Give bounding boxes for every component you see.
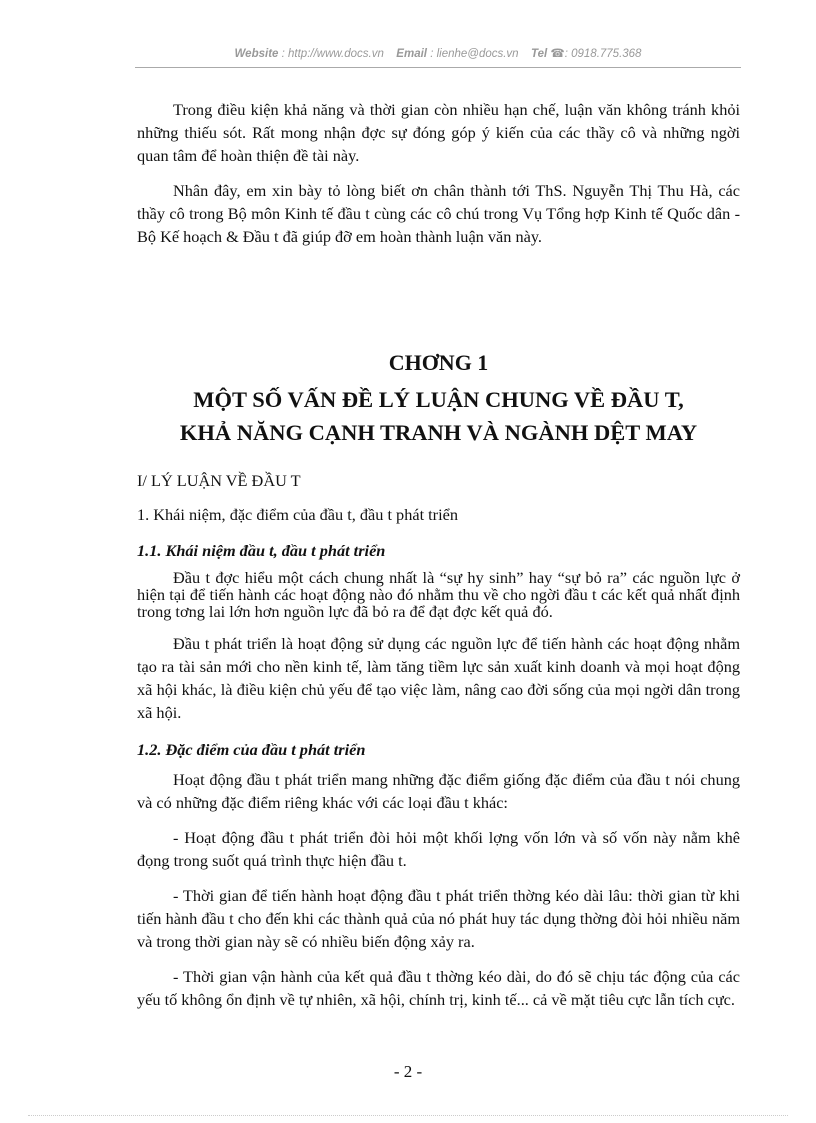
- document-body: [137, 98, 740, 1023]
- bottom-divider: [28, 1115, 788, 1116]
- tel-value: ☎: 0918.775.368: [550, 48, 642, 60]
- paragraph-definition-development-investment: Đầu t phát triển là hoạt động sử dụng các nguồn lực để tiến hành các hoạt động nhằm tạo ra tài sản mới cho nền kinh tế, làm tăng tiềm lực sản xuất kinh doanh và mọi hoạt động xã hội khác, là điều kiện chủ yếu để tạo việc làm, nâng cao đời sống của mọi ngời dân trong xã hội.: [137, 634, 740, 722]
- chapter-label: CHƠNG 1: [388, 350, 489, 375]
- tel-label: Tel: [530, 48, 548, 60]
- page-number: - 2 -: [393, 1062, 423, 1081]
- section-heading-1-1: 1. Khái niệm, đặc điểm của đầu t, đầu t phát triển: [137, 505, 458, 524]
- chapter-title-line-2: KHẢ NĂNG CẠNH TRANH VÀ NGÀNH DỆT MAY: [179, 420, 698, 445]
- email-label: Email: [396, 48, 427, 60]
- chapter-title-line-1: MỘT SỐ VẤN ĐỀ LÝ LUẬN CHUNG VỀ ĐẦU T,: [193, 387, 684, 412]
- page-header: [135, 46, 741, 68]
- paragraph-limitations: Trong điều kiện khả năng và thời gian còn nhiều hạn chế, luận văn không tránh khỏi những thiếu sót. Rất mong nhận đợc sự đóng góp ý kiến của các thầy cô và những ngời quan tâm để hoàn thiện đề tài này.: [137, 100, 740, 165]
- section-heading-1: I/ LÝ LUẬN VỀ ĐẦU T: [137, 471, 301, 490]
- section-heading-1-1-1: 1.1. Khái niệm đầu t, đầu t phát triển: [137, 541, 386, 560]
- paragraph-characteristic-duration: - Thời gian để tiến hành hoạt động đầu t phát triển thờng kéo dài lâu: thời gian từ khi tiến hành đầu t cho đến khi các thành quả của nó phát huy tác dụng thờng đòi hỏi nhiều năm và trong thời gian này sẽ có nhiều biến động xảy ra.: [137, 886, 740, 951]
- paragraph-characteristic-operation: - Thời gian vận hành của kết quả đầu t thờng kéo dài, do đó sẽ chịu tác động của các yếu tố không ổn định về tự nhiên, xã hội, chính trị, kinh tế... cả về mặt tiêu cực lẫn tích cực.: [137, 967, 740, 1009]
- paragraph-acknowledgement: Nhân đây, em xin bày tỏ lòng biết ơn chân thành tới ThS. Nguyễn Thị Thu Hà, các thầy cô trong Bộ môn Kinh tế đầu t cùng các cô chú trong Vụ Tổng hợp Kinh tế Quốc dân - Bộ Kế hoạch & Đầu t đã giúp đỡ em hoàn thành luận văn này.: [137, 181, 740, 246]
- website-value: : http://www.docs.vn: [281, 48, 384, 60]
- section-heading-1-1-2: 1.2. Đặc điểm của đầu t phát triển: [137, 740, 366, 759]
- email-value: : lienhe@docs.vn: [430, 48, 519, 60]
- paragraph-characteristics-intro: Hoạt động đầu t phát triển mang những đặc điểm giống đặc điểm của đầu t nói chung và có những đặc điểm riêng khác với các loại đầu t khác:: [137, 770, 740, 812]
- paragraph-definition-investment: Đầu t đợc hiểu một cách chung nhất là “sự hy sinh” hay “sự bỏ ra” các nguồn lực ở hiện tại để tiến hành các hoạt động nào đó nhằm thu về cho ngời đầu t các kết quả nhất định trong tơng lai lớn hơn nguồn lực đã bỏ ra để đạt đợc kết quả đó.: [137, 568, 740, 621]
- header-divider: [135, 67, 741, 68]
- paragraph-characteristic-capital: - Hoạt động đầu t phát triển đòi hỏi một khối lợng vốn lớn và số vốn này nằm khê đọng trong suốt quá trình thực hiện đầu t.: [137, 828, 740, 870]
- website-label: Website: [234, 48, 279, 60]
